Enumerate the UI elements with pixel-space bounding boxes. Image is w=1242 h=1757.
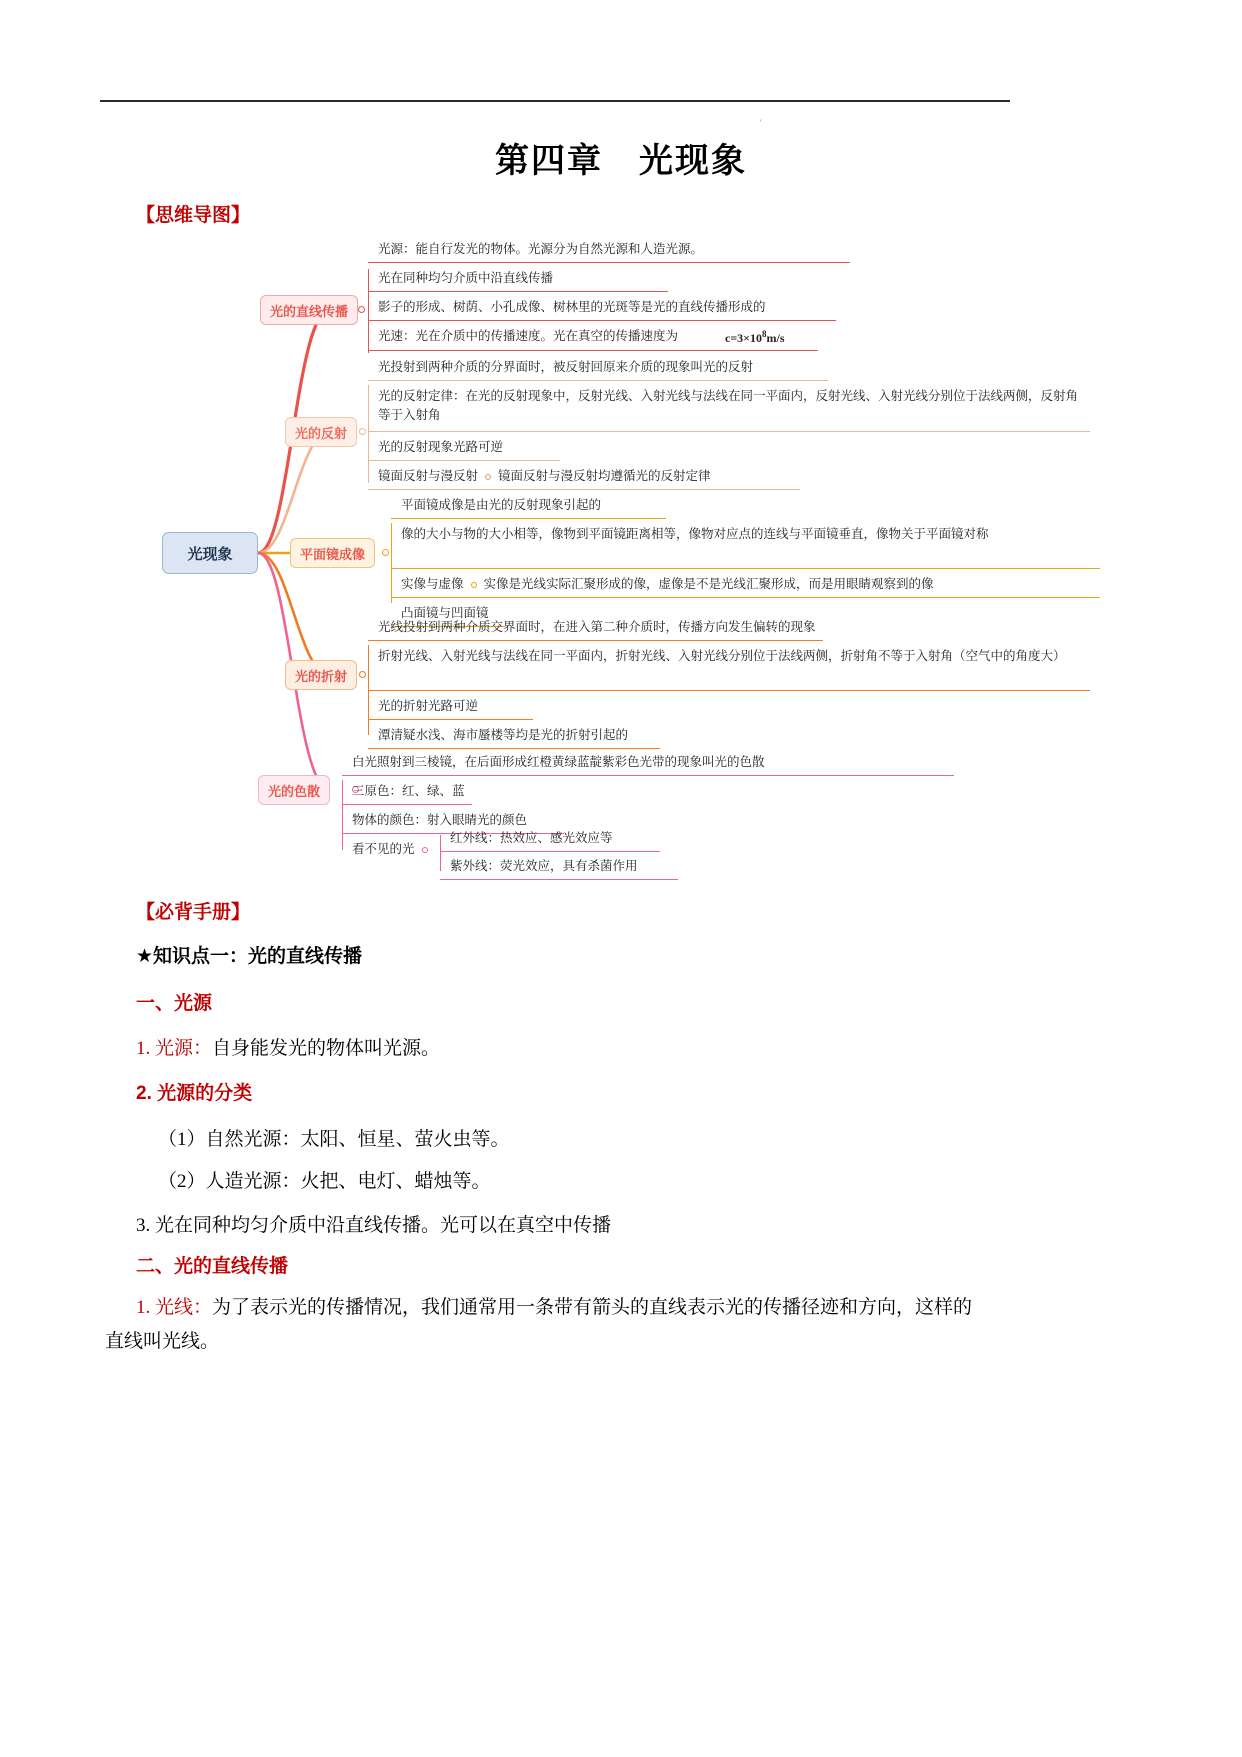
formula-exponent: 8 bbox=[762, 329, 767, 339]
leaf-specular-diffuse-label: 镜面反射与漫反射 bbox=[378, 469, 479, 483]
inline-bullet-dot bbox=[485, 474, 491, 480]
leaf-light-speed-formula bbox=[725, 328, 785, 347]
branch-connector-dot bbox=[359, 428, 366, 435]
leaf-three-primary-colors: 三原色：红、绿、蓝 bbox=[352, 784, 465, 798]
mindmap-branch-light-straight-propagation[interactable]: 光的直线传播 bbox=[260, 295, 358, 325]
item-light-ray-text: 为了表示光的传播情况，我们通常用一条带有箭头的直线表示光的传播径迹和方向，这样的 bbox=[212, 1297, 973, 1318]
leaf-light-source: 光源：能自行发光的物体。光源分为自然光源和人造光源。 bbox=[378, 242, 704, 256]
item-light-ray-text-cont: 直线叫光线。 bbox=[105, 1331, 220, 1352]
header-rule bbox=[100, 100, 1010, 102]
item-light-source-label: 1. 光源： bbox=[136, 1038, 213, 1059]
leaf-underline bbox=[368, 380, 828, 381]
item-straight-propagation: 3. 光在同种均匀介质中沿直线传播。光可以在真空中传播 bbox=[136, 1215, 612, 1236]
item-light-source-text: 自身能发光的物体叫光源。 bbox=[212, 1038, 441, 1059]
leaf-dispersion-definition: 白光照射到三棱镜，在后面形成红橙黄绿蓝靛紫彩色光带的现象叫光的色散 bbox=[352, 755, 765, 769]
leaf-refraction-law: 折射光线、入射光线与法线在同一平面内，折射光线、入射光线分别位于法线两侧，折射角不等于入射角（空气中的角度大） bbox=[378, 649, 1066, 663]
leaf-specular-diffuse bbox=[378, 467, 711, 486]
leaf-underline bbox=[342, 775, 954, 776]
formula-base: c=3×10 bbox=[725, 331, 763, 345]
leaf-underline bbox=[440, 851, 660, 852]
branch5-sub-spine bbox=[440, 835, 441, 871]
branch1-spine bbox=[368, 269, 369, 353]
leaf-plane-mirror-cause: 平面镜成像是由光的反射现象引起的 bbox=[401, 498, 602, 512]
item-light-ray-label: 1. 光线： bbox=[136, 1297, 213, 1318]
leaf-underline bbox=[368, 489, 800, 490]
leaf-refraction-definition: 光线投射到两种介质交界面时，在进入第二种介质时，传播方向发生偏转的现象 bbox=[378, 620, 816, 634]
item-artificial-light-source: （2）人造光源：火把、电灯、蜡烛等。 bbox=[158, 1171, 491, 1192]
leaf-underline bbox=[368, 320, 836, 321]
leaf-underline bbox=[368, 640, 823, 641]
leaf-invisible-light bbox=[352, 840, 435, 859]
knowledge-point-heading: ★知识点一：光的直线传播 bbox=[136, 946, 363, 967]
mindmap-branch-plane-mirror-imaging[interactable]: 平面镜成像 bbox=[290, 538, 375, 568]
leaf-specular-diffuse-detail: 镜面反射与漫反射均遵循光的反射定律 bbox=[498, 469, 711, 483]
item-light-source-definition bbox=[136, 1033, 440, 1060]
section-label-manual: 【必背手册】 bbox=[136, 902, 251, 923]
inline-bullet-dot bbox=[471, 582, 477, 588]
leaf-underline bbox=[368, 748, 660, 749]
leaf-straight-line-uniform-medium: 光在同种均匀介质中沿直线传播 bbox=[378, 271, 554, 285]
leaf-plane-mirror-properties: 像的大小与物的大小相等，像物到平面镜距离相等，像物对应点的连线与平面镜垂直，像物关于平面镜对称 bbox=[401, 527, 989, 541]
mindmap bbox=[130, 235, 1110, 875]
leaf-ultraviolet: 紫外线：荧光效应，具有杀菌作用 bbox=[450, 859, 638, 873]
leaf-underline bbox=[368, 262, 850, 263]
branch2-spine bbox=[368, 385, 369, 483]
leaf-underline bbox=[368, 350, 818, 351]
item-light-source-classification: 2. 光源的分类 bbox=[136, 1083, 253, 1104]
leaf-object-color: 物体的颜色：射入眼睛光的颜色 bbox=[352, 813, 528, 827]
leaf-infrared: 红外线：热效应、感光效应等 bbox=[450, 831, 613, 845]
branch3-spine bbox=[391, 523, 392, 603]
leaf-underline bbox=[368, 291, 668, 292]
leaf-underline bbox=[391, 597, 1100, 598]
leaf-underline bbox=[368, 690, 1090, 691]
branch-connector-dot bbox=[382, 549, 389, 556]
leaf-light-speed: 光速：光在介质中的传播速度。光在真空的传播速度为 bbox=[378, 329, 679, 343]
leaf-convex-concave-mirror: 凸面镜与凹面镜 bbox=[401, 606, 489, 620]
leaf-refraction-examples: 潭清疑水浅、海市蜃楼等均是光的折射引起的 bbox=[378, 728, 629, 742]
leaf-real-virtual-detail: 实像是光线实际汇聚形成的像，虚像是不是光线汇聚形成，而是用眼睛观察到的像 bbox=[483, 577, 934, 591]
leaf-underline bbox=[368, 431, 1090, 432]
mindmap-branch-reflection[interactable]: 光的反射 bbox=[285, 417, 357, 447]
leaf-underline bbox=[368, 460, 560, 461]
formula-unit: m/s bbox=[766, 331, 785, 345]
heading-light-source: 一、光源 bbox=[136, 993, 213, 1014]
leaf-underline bbox=[368, 719, 533, 720]
leaf-shadow-pinhole: 影子的形成、树荫、小孔成像、树林里的光斑等是光的直线传播形成的 bbox=[378, 300, 766, 314]
corner-mark: ' bbox=[760, 118, 762, 128]
leaf-invisible-light-label: 看不见的光 bbox=[352, 842, 415, 856]
leaf-reflection-reversible: 光的反射现象光路可逆 bbox=[378, 440, 504, 454]
leaf-real-virtual-image bbox=[401, 575, 934, 594]
leaf-real-virtual-label: 实像与虚像 bbox=[401, 577, 464, 591]
leaf-reflection-law: 光的反射定律：在光的反射现象中，反射光线、入射光线与法线在同一平面内，反射光线、入射光线分别位于法线两侧，反射角等于入射角 bbox=[378, 389, 1079, 422]
mindmap-branch-dispersion[interactable]: 光的色散 bbox=[258, 775, 330, 805]
mindmap-branch-refraction[interactable]: 光的折射 bbox=[285, 660, 357, 690]
leaf-underline bbox=[440, 879, 678, 880]
inline-bullet-dot bbox=[422, 847, 428, 853]
branch-connector-dot bbox=[358, 306, 365, 313]
leaf-underline bbox=[391, 568, 1100, 569]
mindmap-root-node[interactable]: 光现象 bbox=[162, 532, 258, 574]
leaf-reflection-definition: 光投射到两种介质的分界面时，被反射回原来介质的现象叫光的反射 bbox=[378, 360, 754, 374]
item-natural-light-source: （1）自然光源：太阳、恒星、萤火虫等。 bbox=[158, 1129, 510, 1150]
leaf-underline bbox=[391, 518, 666, 519]
heading-straight-propagation: 二、光的直线传播 bbox=[136, 1256, 289, 1277]
leaf-underline bbox=[342, 804, 472, 805]
page-title: 第四章 光现象 bbox=[495, 142, 747, 180]
branch5-spine bbox=[342, 780, 343, 850]
section-label-mindmap: 【思维导图】 bbox=[136, 205, 251, 226]
leaf-refraction-reversible: 光的折射光路可逆 bbox=[378, 699, 479, 713]
branch-connector-dot bbox=[359, 671, 366, 678]
item-light-ray-definition bbox=[136, 1292, 972, 1319]
